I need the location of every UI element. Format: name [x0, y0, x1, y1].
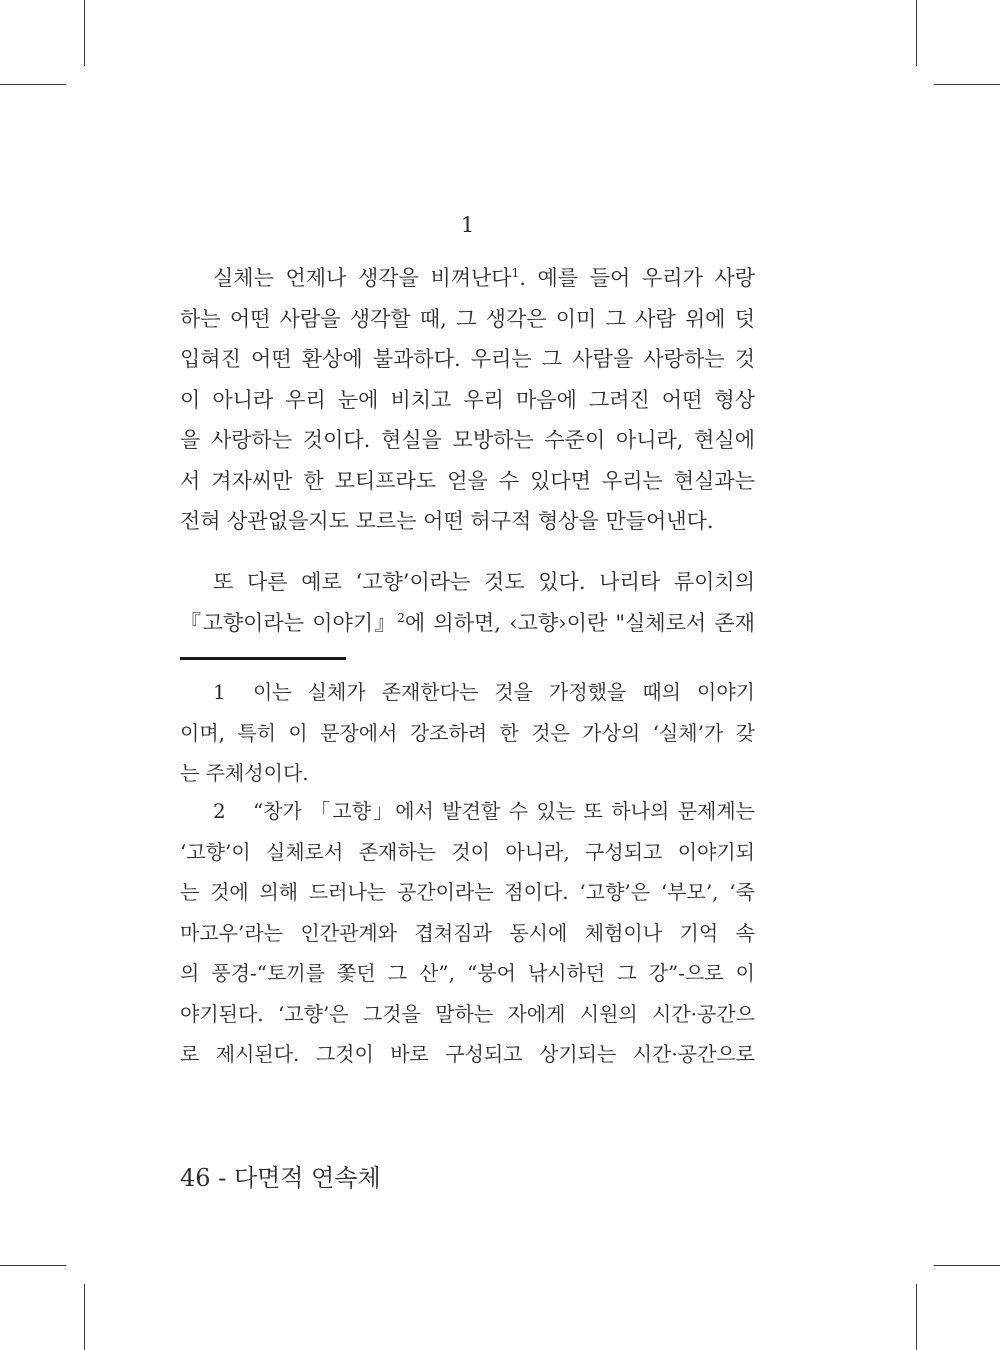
text-line: 이 아니라 우리 눈에 비치고 우리 마음에 그려진 어떤 형상 [180, 387, 755, 412]
crop-mark [934, 1265, 1000, 1266]
crop-mark [84, 0, 85, 66]
text-line: 서 겨자씨만 한 모티프라도 얻을 수 있다면 우리는 현실과는 [180, 468, 755, 493]
text-line: ‘고향’이 실체로서 존재하는 것이 아니라, 구성되고 이야기되 [180, 839, 755, 864]
crop-mark [0, 1265, 66, 1266]
text-line: 는 것에 의해 드러나는 공간이라는 점이다. ‘고향’은 ‘부모’, ‘죽 [180, 880, 755, 904]
footer-separator: - [218, 1164, 227, 1192]
footnote-divider [180, 657, 346, 660]
text-line: 또 다른 예로 ‘고향’이라는 것도 있다. 나리타 류이치의 [213, 570, 755, 594]
text-line: 의 풍경-“토끼를 쫓던 그 산”, “붕어 낚시하던 그 강”-으로 이 [180, 961, 755, 985]
crop-mark [916, 1284, 917, 1350]
text-line: 실체는 언제나 생각을 비껴난다$^1$. 예를 들어 우리가 사랑 [213, 266, 755, 290]
crop-mark [84, 1284, 85, 1350]
footnote-ref[interactable]: 1 [511, 266, 520, 280]
crop-mark [0, 84, 66, 85]
footnote-number: 2 [213, 799, 226, 823]
text-line: 는 주체성이다. [180, 761, 309, 785]
text-line: 이며, 특히 이 문장에서 강조하려 한 것은 가상의 ‘실체’가 갖 [180, 720, 755, 745]
paragraph-1 [180, 258, 755, 542]
footnote-1 [180, 672, 755, 794]
paragraph-2 [180, 562, 755, 643]
crop-mark [916, 0, 917, 66]
page-number: 46 [180, 1164, 211, 1192]
text-line: 로 제시된다. 그것이 바로 구성되고 상기되는 시간·공간으로 [180, 1042, 755, 1066]
text-line: 마고우’라는 인간관계와 겹쳐짐과 동시에 체험이나 기억 속 [180, 920, 755, 945]
crop-mark [934, 84, 1000, 85]
text-line: 1 이는 실체가 존재한다는 것을 가정했을 때의 이야기 [180, 672, 755, 713]
text-line: 『고향이라는 이야기』$^2$에 의하면, ‹고향›이란 "실체로서 존재 [180, 610, 755, 635]
text-line: 야기된다. ‘고향’은 그것을 말하는 자에게 시원의 시간·공간으 [180, 1001, 755, 1026]
book-title: 다면적 연속체 [233, 1164, 381, 1192]
footnote-2 [180, 791, 755, 1075]
text-line: 2 “창가 「고향」에서 발견할 수 있는 또 하나의 문제계는 [180, 791, 755, 832]
text-line: 입혀진 어떤 환상에 불과하다. 우리는 그 사람을 사랑하는 것 [180, 347, 755, 371]
footnote-number: 1 [213, 680, 226, 704]
text-line: 을 사랑하는 것이다. 현실을 모방하는 수준이 아니라, 현실에 [180, 428, 755, 452]
text-line: 전혀 상관없을지도 모르는 어떤 허구적 형상을 만들어낸다. [180, 509, 714, 533]
page-footer [180, 1160, 381, 1196]
section-number: 1 [460, 213, 475, 237]
text-line: 하는 어떤 사람을 생각할 때, 그 생각은 이미 그 사람 위에 덧 [180, 306, 755, 331]
footnote-ref[interactable]: 2 [397, 610, 405, 625]
